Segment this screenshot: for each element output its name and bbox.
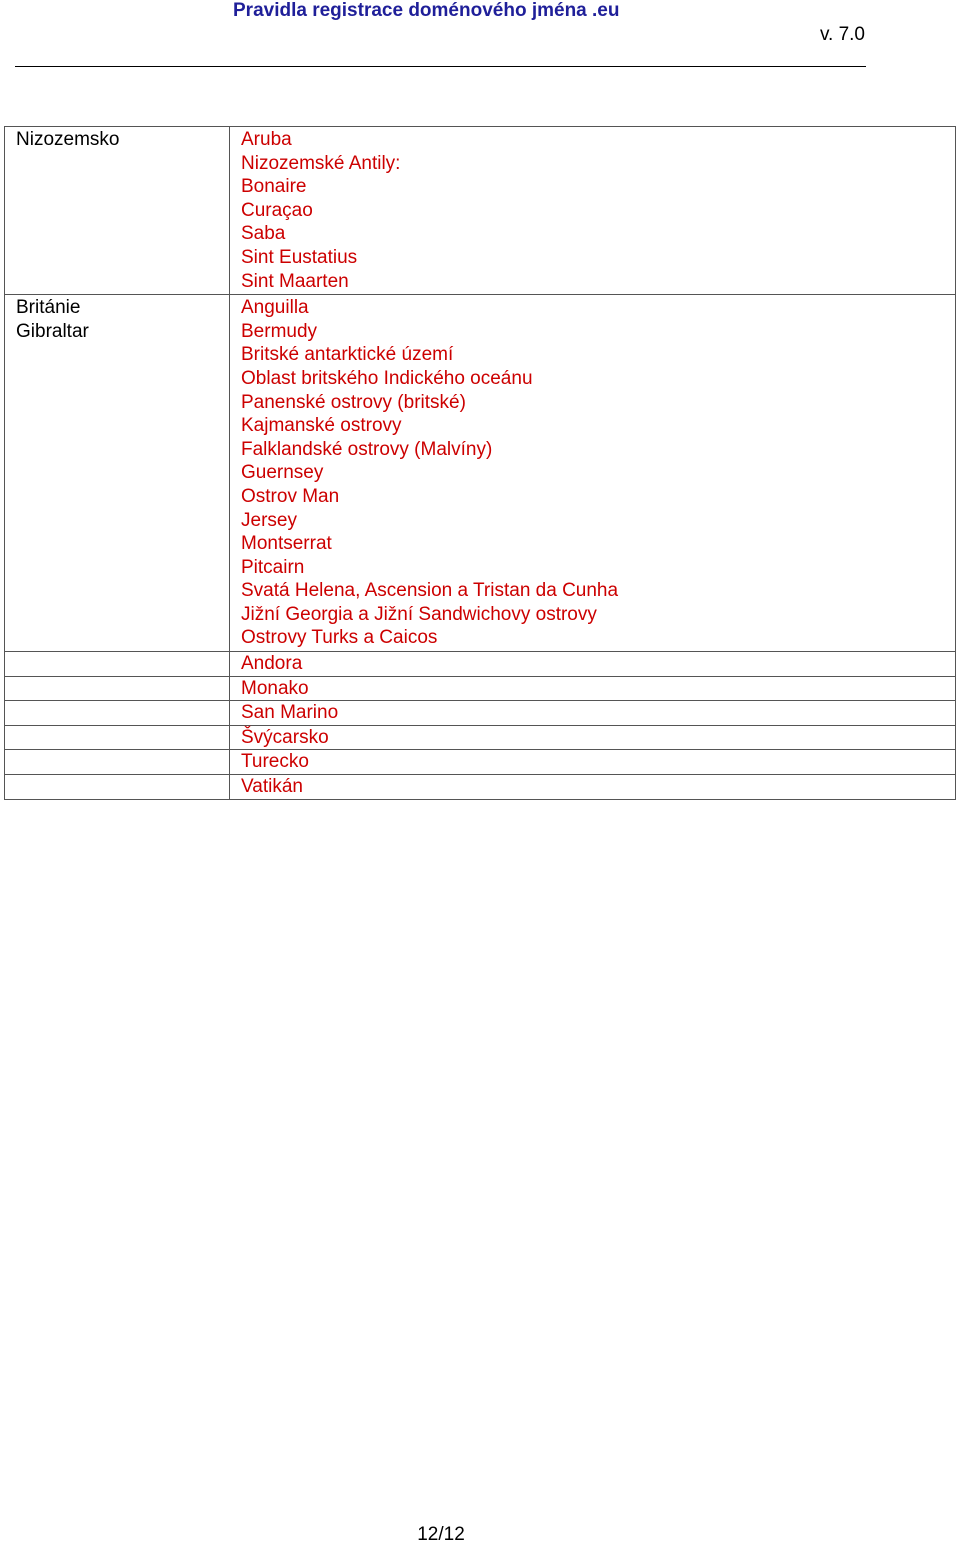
territory-name: Bermudy bbox=[241, 320, 318, 342]
territory-name: Bonaire bbox=[241, 176, 307, 198]
territory-name: Curaçao bbox=[241, 199, 313, 221]
territories-cell bbox=[230, 676, 956, 701]
table-row bbox=[5, 775, 956, 800]
territory-name: Saba bbox=[241, 223, 286, 245]
table-row bbox=[5, 701, 956, 726]
page-number: 12/12 bbox=[417, 1524, 465, 1545]
territory-name: Oblast britského Indického oceánu bbox=[241, 367, 533, 389]
table-row bbox=[5, 127, 956, 295]
territory-name: Kajmanské ostrovy bbox=[241, 415, 402, 437]
state-cell bbox=[5, 775, 230, 800]
territories-cell bbox=[230, 750, 956, 775]
header-divider bbox=[15, 66, 866, 67]
territory-name: Jersey bbox=[241, 509, 297, 531]
territory-name: Aruba bbox=[241, 129, 292, 150]
state-cell bbox=[5, 750, 230, 775]
territory-name: Švýcarsko bbox=[241, 726, 329, 748]
territories-cell bbox=[230, 725, 956, 750]
table-row bbox=[5, 725, 956, 750]
table-row bbox=[5, 652, 956, 677]
territory-name: Vatikán bbox=[241, 776, 303, 798]
territory-name: Monako bbox=[241, 677, 309, 699]
territory-name: Ostrovy Turks a Caicos bbox=[241, 627, 438, 649]
territories-cell bbox=[230, 701, 956, 726]
territory-name: Anguilla bbox=[241, 297, 309, 319]
territory-name: Panenské ostrovy (britské) bbox=[241, 391, 466, 413]
state-cell bbox=[5, 701, 230, 726]
state-name: Gibraltar bbox=[16, 320, 89, 342]
territory-name: Falklandské ostrovy (Malvíny) bbox=[241, 438, 493, 460]
table-row bbox=[5, 676, 956, 701]
territory-name: Jižní Georgia a Jižní Sandwichovy ostrovy bbox=[241, 603, 597, 625]
territory-name: Pitcairn bbox=[241, 556, 305, 578]
table-row bbox=[5, 750, 956, 775]
state-name: Nizozemsko bbox=[16, 129, 120, 150]
territory-name: Ostrov Man bbox=[241, 485, 340, 507]
territory-name: Montserrat bbox=[241, 533, 332, 555]
document-title: Pravidla registrace doménového jména .eu bbox=[233, 0, 620, 21]
territory-name: Nizozemské Antily: bbox=[241, 152, 401, 174]
territory-name: Britské antarktické území bbox=[241, 344, 454, 366]
territories-table bbox=[4, 126, 956, 800]
territories-cell bbox=[230, 652, 956, 677]
territory-name: San Marino bbox=[241, 702, 339, 724]
territories-cell bbox=[230, 127, 956, 295]
state-cell bbox=[5, 652, 230, 677]
state-cell bbox=[5, 295, 230, 652]
document-version: v. 7.0 bbox=[819, 24, 865, 45]
table-row bbox=[5, 295, 956, 652]
territories-cell bbox=[230, 775, 956, 800]
territory-name: Andora bbox=[241, 653, 303, 675]
territory-name: Sint Maarten bbox=[241, 270, 349, 292]
territories-cell bbox=[230, 295, 956, 652]
territory-name: Svatá Helena, Ascension a Tristan da Cunha bbox=[241, 580, 619, 602]
territory-name: Turecko bbox=[241, 751, 309, 773]
state-cell bbox=[5, 127, 230, 295]
state-cell bbox=[5, 676, 230, 701]
state-cell bbox=[5, 725, 230, 750]
territories-table-body bbox=[5, 127, 956, 800]
territory-name: Sint Eustatius bbox=[241, 246, 358, 268]
state-name: Británie bbox=[16, 297, 81, 319]
territory-name: Guernsey bbox=[241, 462, 324, 484]
